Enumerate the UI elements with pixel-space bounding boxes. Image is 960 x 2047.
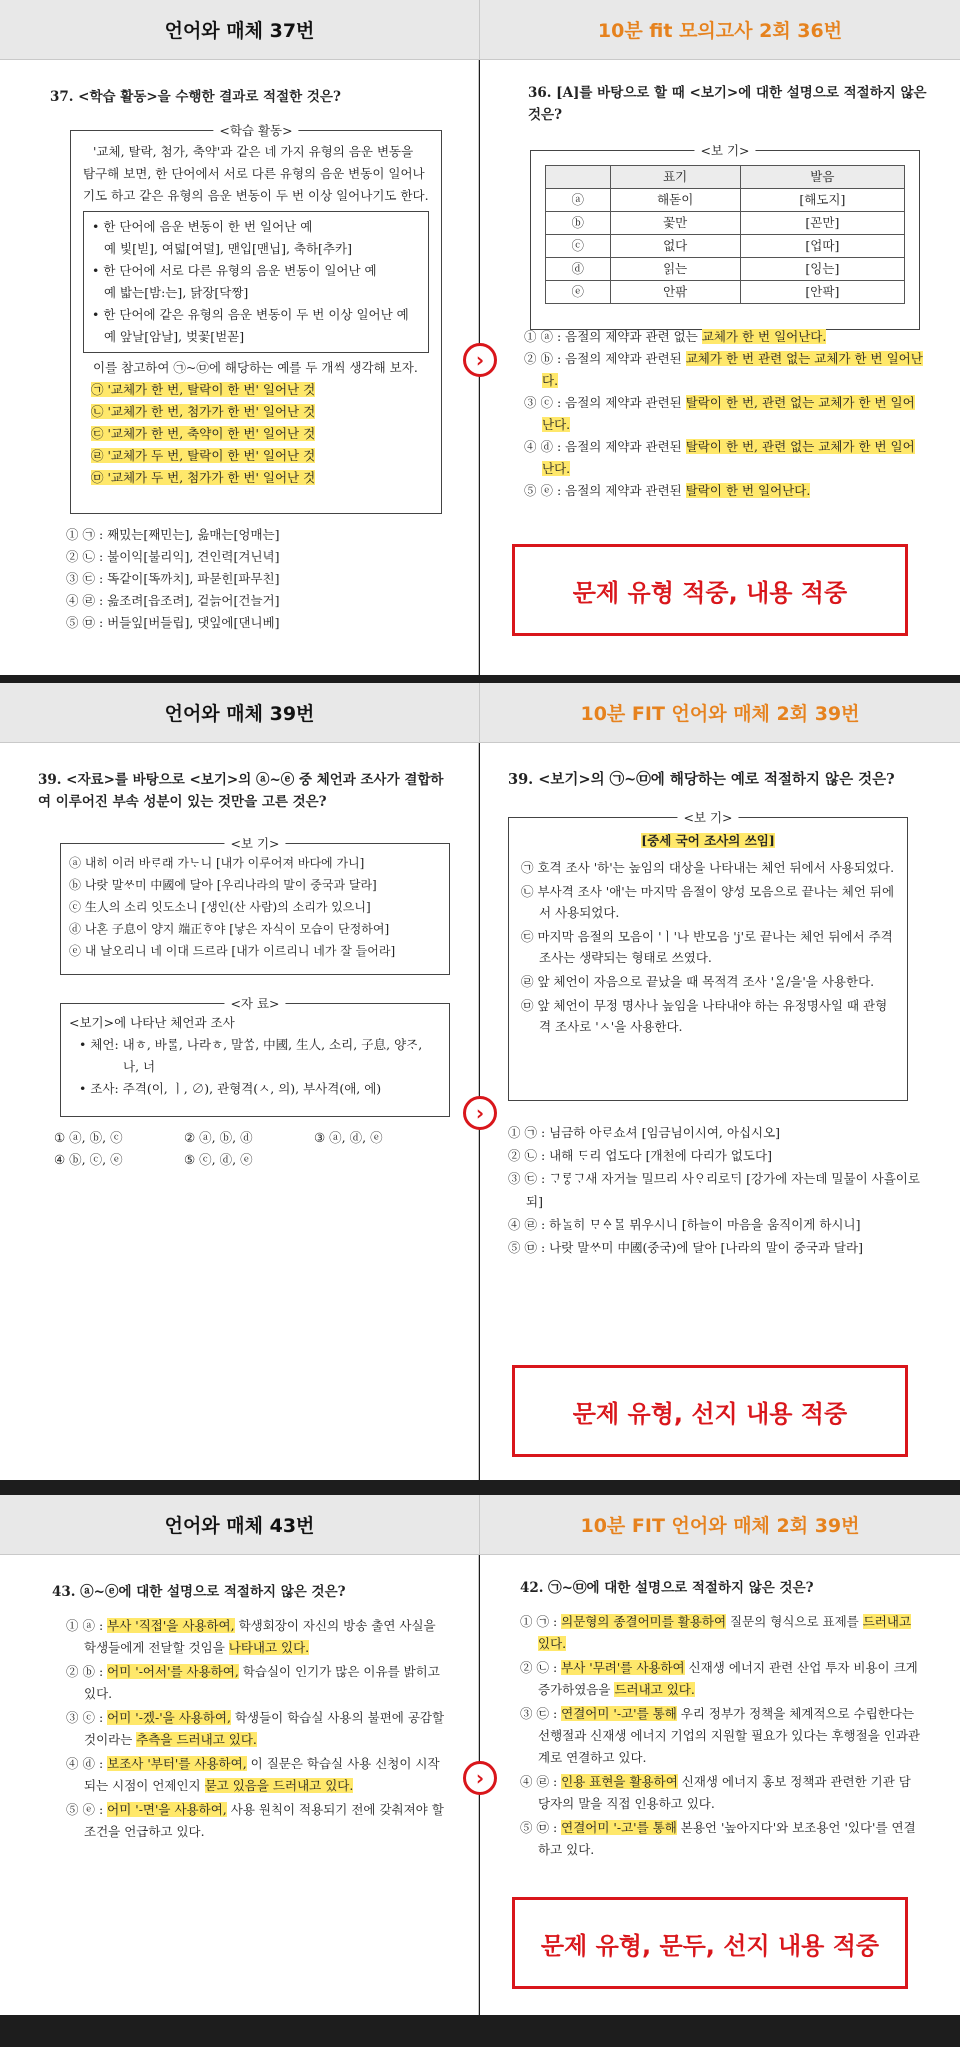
- option: ⑤ ㉤ : 연결어미 '-고'를 통해 본용언 '높아지다'와 보조용언 '있다'를 연결하고 있다.: [520, 1820, 916, 1857]
- table-row: ⓐ 해돋이 [해도지]: [546, 189, 905, 212]
- bogi-line: ㉣ 앞 체언이 자음으로 끝났을 때 목적격 조사 'ᄋᆞᆯ/을'을 사용한다.: [521, 974, 875, 989]
- answer-options: [66, 524, 446, 634]
- box-title: <보 기>: [677, 807, 738, 828]
- option: ② ㉡ : 불이익[불리익], 견인력[겨닌녁]: [66, 549, 280, 564]
- option: ① ㉠ : 째밌는[째민는], 읊매는[엉매는]: [66, 527, 280, 542]
- box-intro: '교체, 탈락, 첨가, 축약'과 같은 네 가지 유형의 음운 변동을 탐구해 보면, 한 단어에서 서로 다른 유형의 음운 변동이 일어나기도 하고 같은 유형의 음운 변동이 두 번 이상 일어나기도 한다.: [83, 144, 429, 203]
- table-header: 표기: [610, 166, 740, 189]
- arrow-right-icon: ›: [463, 343, 497, 377]
- example-line: • 한 단어에 서로 다른 유형의 음운 변동이 일어난 예: [92, 263, 377, 278]
- option: ① ㉠ : 의문형의 종결어미를 활용하여 질문의 형식으로 표제를 드러내고 있다.: [520, 1614, 912, 1651]
- activity-item: ㉡ '교체가 한 번, 첨가가 한 번' 일어난 것: [91, 404, 316, 419]
- option: ③ ㉢ : 연결어미 '-고'를 통해 우리 정부가 정책을 체계적으로 수립한다는 선행절과 신재생 에너지 기업의 지원할 필요가 있다는 후행절을 인과관계로 연결하고 있다.: [520, 1706, 920, 1765]
- option: ④ ㉣ : 읊조려[읍조려], 겉늙어[건늘거]: [66, 593, 280, 608]
- question-text: 36. [A]를 바탕으로 할 때 <보기>에 대한 설명으로 적절하지 않은 것은?: [528, 85, 927, 123]
- example-line: 예 밟는[밤:는], 닭장[닥짱]: [104, 285, 249, 300]
- bogi-heading: [중세 국어 조사의 쓰임]: [641, 833, 775, 848]
- option: ① ⓐ : 음절의 제약과 관련 없는 교체가 한 번 일어난다.: [524, 329, 827, 344]
- option: ⑤ ⓔ : 음절의 제약과 관련된 탈락이 한 번 일어난다.: [524, 483, 811, 498]
- option: ④ ⓓ : 음절의 제약과 관련된 탈락이 한 번, 관련 없는 교체가 한 번 일어난다.: [524, 439, 915, 476]
- example-line: • 한 단어에 음운 변동이 한 번 일어난 예: [92, 219, 313, 234]
- option: ⑤ ⓔ : 어미 '-면'을 사용하여, 사용 원칙이 적용되기 전에 갖춰져야 할 조건을 언급하고 있다.: [66, 1802, 444, 1839]
- left-header: 언어와 매체 37번: [0, 0, 480, 60]
- option: ② ⓑ : 음절의 제약과 관련된 교체가 한 번 관련 없는 교체가 한 번 일어난다.: [524, 351, 923, 388]
- question-text: 42. ㉠~㉤에 대한 설명으로 적절하지 않은 것은?: [520, 1580, 814, 1596]
- option: ④ ⓑ, ⓒ, ⓔ: [54, 1152, 123, 1167]
- bogi-line: ⓐ 내히 이러 바ᄅᆞ래 가ᄂᆞ니 [내가 이루어져 바다에 가니]: [69, 856, 365, 870]
- table-row: ⓒ 없다 [업따]: [546, 235, 905, 258]
- question-text: 39. <자료>를 바탕으로 <보기>의 ⓐ~ⓔ 중 체언과 조사가 결합하여 이루어진 부속 성분이 있는 것만을 고른 것은?: [38, 772, 444, 810]
- answer-options: [508, 1121, 928, 1259]
- option: ② ⓑ : 어미 '-어서'를 사용하여, 학습실이 인기가 많은 이유를 밝히고 있다.: [66, 1664, 440, 1701]
- example-line: 예 빛[빋], 여덟[여덜], 맨입[맨닙], 축하[추카]: [104, 241, 352, 256]
- comparison-block-2: [0, 683, 960, 1480]
- activity-box: [70, 123, 442, 514]
- option: ② ㉡ : 부사 '무려'를 사용하여 신재생 에너지 관련 산업 투자 비용이 크게 증가하였음을 드러내고 있다.: [520, 1660, 918, 1697]
- left-header: 언어와 매체 43번: [0, 1495, 480, 1555]
- hit-callout: 문제 유형, 문두, 선지 내용 적중: [512, 1897, 908, 1989]
- right-header: 10분 FIT 언어와 매체 2회 39번: [480, 683, 960, 743]
- hit-callout: 문제 유형 적중, 내용 적중: [512, 544, 908, 636]
- table-row: ⓑ 꽃만 [꼰만]: [546, 212, 905, 235]
- option: ① ⓐ, ⓑ, ⓒ: [54, 1130, 123, 1145]
- data-line: • 조사: 주격(이, ㅣ, ∅), 관형격(ㅅ, 의), 부사격(애, 에): [79, 1081, 382, 1096]
- bogi-line: ㉠ 호격 조사 '하'는 높임의 대상을 나타내는 체언 뒤에서 사용되었다.: [521, 860, 895, 875]
- right-pane: [480, 60, 960, 675]
- bogi-box: [60, 836, 450, 975]
- hit-callout: 문제 유형, 선지 내용 적중: [512, 1365, 908, 1457]
- option: ③ ㉢ : ᄀᆞᄅᆞᇰᄀᆞ새 자거늘 밀므리 사ᄋᆞ리로ᄃᆡ [강가에 자는데 밀물이 사흘이로되]: [508, 1171, 920, 1209]
- option: ③ ⓒ : 어미 '-겠-'을 사용하여, 학생들이 학습실 사용의 불편에 공감할 것이라는 추측을 드러내고 있다.: [66, 1710, 445, 1747]
- option: ⑤ ⓒ, ⓓ, ⓔ: [184, 1152, 253, 1167]
- question-text: 37. <학습 활동>을 수행한 결과로 적절한 것은?: [50, 89, 341, 105]
- example-line: • 한 단어에 같은 유형의 음운 변동이 두 번 이상 일어난 예: [92, 307, 409, 322]
- table-row: ⓔ 안팎 [안팍]: [546, 281, 905, 304]
- box-title: <학습 활동>: [213, 120, 298, 142]
- comparison-block-3: [0, 1495, 960, 2015]
- answer-options: [524, 326, 924, 502]
- option: ① ⓐ : 부사 '직접'을 사용하여, 학생회장이 자신의 방송 출연 사실을 학생들에게 전달할 것임을 나타내고 있다.: [66, 1618, 436, 1655]
- left-header: 언어와 매체 39번: [0, 683, 480, 743]
- right-pane: [480, 1555, 960, 2015]
- bogi-line: ⓔ 내 날오리니 네 이대 드르라 [내가 이르리니 네가 잘 들어라]: [69, 944, 396, 958]
- left-pane: [0, 60, 479, 675]
- option: ② ⓐ, ⓑ, ⓓ: [184, 1130, 253, 1145]
- data-line: <보기>에 나타난 체언과 조사: [69, 1015, 235, 1030]
- bogi-line: ㉤ 앞 체언이 무정 명사나 높임을 나타내야 하는 유정명사일 때 관형격 조사로 'ㅅ'을 사용한다.: [521, 998, 888, 1034]
- bogi-line: ㉡ 부사격 조사 '애'는 마지막 음절이 양성 모음으로 끝나는 체언 뒤에서 사용되었다.: [521, 884, 895, 920]
- example-line: 예 앞날[암날], 벚꽃[벋꼳]: [104, 329, 245, 344]
- question-text: 39. <보기>의 ㉠~㉤에 해당하는 예로 적절하지 않은 것은?: [508, 771, 895, 788]
- activity-item: ㉤ '교체가 두 번, 첨가가 한 번' 일어난 것: [91, 470, 316, 485]
- table-row: ⓓ 읽는 [잉는]: [546, 258, 905, 281]
- table-header: [546, 166, 611, 189]
- option: ④ ㉣ : 하ᄂᆞᆯ히 ᄆᆞᅀᆞᄆᆞᆯ 뮈우시니 [하늘이 마음을 움직이게 하시니]: [508, 1217, 861, 1232]
- example-box: [83, 211, 429, 353]
- right-header: 10분 fit 모의고사 2회 36번: [480, 0, 960, 60]
- data-line: • 체언: 내ㅎ, 바ᄅᆞᆯ, 나라ㅎ, 말ᄊᆞᆷ, 中國, 生人, 소리, 子息, 양ᄌᆞ, 나, 너: [79, 1037, 423, 1074]
- right-header: 10분 FIT 언어와 매체 2회 39번: [480, 1495, 960, 1555]
- answer-options: [520, 1611, 920, 1861]
- answer-options: [66, 1615, 446, 1843]
- option: ③ ㉢ : 똑같이[똑까치], 파묻힌[파무친]: [66, 571, 280, 586]
- pronunciation-table: [545, 165, 905, 304]
- bogi-box: [508, 810, 908, 1101]
- box-title: <자 료>: [224, 993, 285, 1015]
- option: ③ ⓒ : 음절의 제약과 관련된 탈락이 한 번, 관련 없는 교체가 한 번 일어난다.: [524, 395, 915, 432]
- bogi-line: ㉢ 마지막 음절의 모음이 'ㅣ'나 반모음 'j'로 끝나는 체언 뒤에서 주격 조사는 생략되는 형태로 쓰였다.: [521, 929, 893, 965]
- arrow-right-icon: ›: [463, 1761, 497, 1795]
- question-text: 43. ⓐ~ⓔ에 대한 설명으로 적절하지 않은 것은?: [52, 1584, 346, 1600]
- activity-item: ㉢ '교체가 한 번, 축약이 한 번' 일어난 것: [91, 426, 316, 441]
- left-pane: [0, 743, 479, 1480]
- answer-options: [54, 1127, 454, 1171]
- option: ④ ⓓ : 보조사 '부터'를 사용하여, 이 질문은 학습실 사용 신청이 시작되는 시점이 언제인지 묻고 있음을 드러내고 있다.: [66, 1756, 440, 1793]
- option: ⑤ ㉤ : 버들잎[버들립], 댓잎에[댄니베]: [66, 615, 280, 630]
- box-prompt: 이를 참고하여 ㉠~㉤에 해당하는 예를 두 개씩 생각해 보자.: [93, 360, 418, 375]
- right-pane: [480, 743, 960, 1480]
- comparison-block-1: [0, 0, 960, 675]
- activity-item: ㉠ '교체가 한 번, 탈락이 한 번' 일어난 것: [91, 382, 316, 397]
- activity-item: ㉣ '교체가 두 번, 탈락이 한 번' 일어난 것: [91, 448, 316, 463]
- bogi-line: ⓑ 나랏 말ᄊᆞ미 中國에 달아 [우리나라의 말이 중국과 달라]: [69, 878, 377, 892]
- option: ③ ⓐ, ⓓ, ⓔ: [314, 1130, 383, 1145]
- option: ④ ㉣ : 인용 표현을 활용하여 신재생 에너지 홍보 정책과 관련한 기관 담당자의 말을 직접 인용하고 있다.: [520, 1774, 911, 1811]
- data-box: [60, 996, 450, 1117]
- option: ② ㉡ : 내해 ᄃᆞ리 업도다 [개천에 다리가 없도다]: [508, 1148, 772, 1163]
- table-header: 발음: [740, 166, 904, 189]
- bogi-line: ⓓ 나혼 子息이 양지 端正ᄒᆞ야 [낳은 자식이 모습이 단정하여]: [69, 922, 390, 936]
- box-title: <보 기>: [694, 140, 755, 162]
- bogi-line: ⓒ 生人의 소리 잇도소니 [생인(산 사람)의 소리가 있으니]: [69, 900, 371, 914]
- option: ① ㉠ : 님금하 아ᄅᆞ쇼셔 [임금님이시여, 아십시오]: [508, 1125, 781, 1140]
- option: ⑤ ㉤ : 나랏 말ᄊᆞ미 中國(중국)에 달아 [나라의 말이 중국과 달라]: [508, 1240, 863, 1255]
- left-pane: [0, 1555, 479, 2015]
- box-title: <보 기>: [224, 833, 285, 855]
- arrow-right-icon: ›: [463, 1096, 497, 1130]
- bogi-box: [530, 143, 920, 330]
